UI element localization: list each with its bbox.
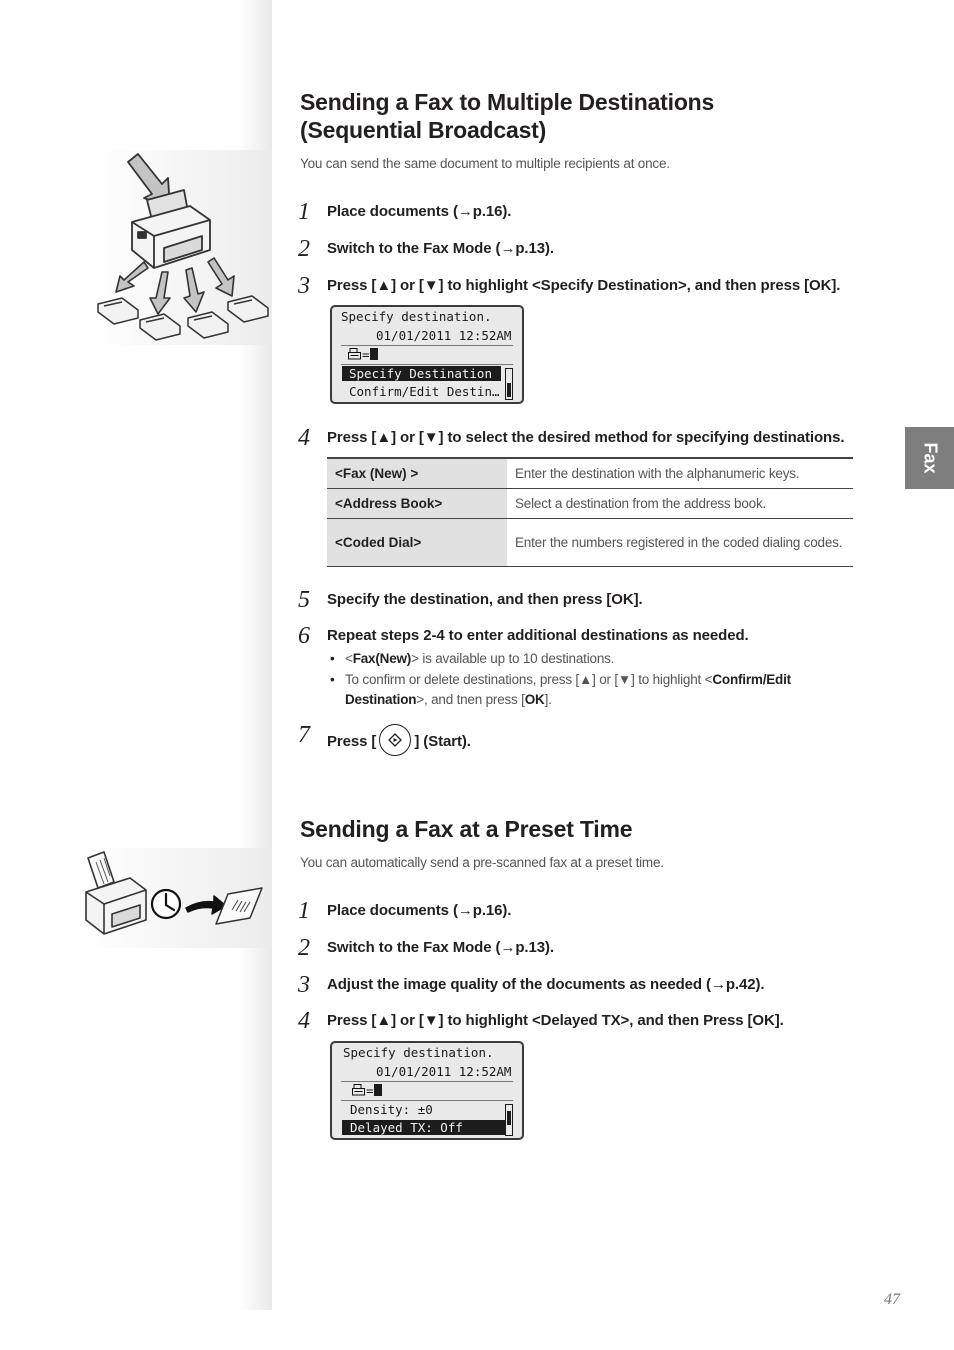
- step-number: 6: [298, 623, 310, 649]
- page-number: 47: [884, 1291, 900, 1308]
- table-key-cell: <Address Book>: [327, 488, 507, 518]
- lcd-line: Specify destination.: [343, 1045, 494, 1060]
- delayed-send-illustration: [82, 848, 272, 948]
- step-text: Specify the destination, and then press [OK].: [327, 591, 643, 608]
- lcd-datetime: 01/01/2011 12:52AM: [376, 328, 512, 343]
- lcd-fax-status: =: [348, 347, 378, 362]
- destination-methods-table: [327, 457, 853, 567]
- arrow-glyph: →: [457, 902, 473, 919]
- table-row: [327, 518, 853, 566]
- section2-intro: You can automatically send a pre-scanned fax at a preset time.: [300, 855, 664, 870]
- lcd-menu-item: Density: ±0: [350, 1102, 433, 1117]
- table-key-cell: <Coded Dial>: [327, 518, 507, 566]
- step-number: 4: [298, 1008, 310, 1034]
- step-text: Press [▲] or [▼] to highlight <Specify Destination>, and then press [OK].: [327, 277, 841, 294]
- section1-title-line2: (Sequential Broadcast): [300, 117, 547, 143]
- lcd-menu-item-selected: Specify Destination: [342, 366, 501, 381]
- table-row: [327, 458, 853, 488]
- cursor-block: [370, 348, 378, 360]
- section2-title: Sending a Fax at a Preset Time: [300, 816, 633, 842]
- step-text: Press [▲] or [▼] to select the desired method for specifying destinations.: [327, 429, 845, 446]
- step-text: Repeat steps 2-4 to enter additional destinations as needed.: [327, 627, 749, 644]
- arrow-glyph: →: [500, 939, 516, 956]
- step-number: 3: [298, 273, 310, 299]
- step-number: 4: [298, 425, 310, 451]
- lcd-display-delayed-tx: [330, 1041, 524, 1140]
- page-reference-link[interactable]: p.16: [472, 203, 503, 220]
- arrow-glyph: →: [457, 203, 473, 220]
- clock-icon: [152, 890, 180, 918]
- lcd-menu-item-selected: Delayed TX: Off: [342, 1120, 506, 1135]
- step-number: 1: [298, 199, 310, 225]
- step-text: Press [▲] or [▼] to highlight <Delayed TX>, and then Press [OK].: [327, 1012, 784, 1029]
- page-reference-link[interactable]: p.42: [725, 976, 756, 993]
- note-bullet: • To confirm or delete destinations, press [▲] or [▼] to highlight <Confirm/Edit Destination>, and tnen press [OK].: [330, 671, 791, 707]
- step-number: 5: [298, 587, 310, 613]
- lcd-scrollbar: [505, 368, 513, 400]
- arrow-glyph: →: [500, 240, 516, 257]
- section1-title: [300, 88, 714, 144]
- broadcast-illustration: [92, 150, 272, 345]
- table-value-cell: Enter the numbers registered in the coded dialing codes.: [507, 518, 853, 566]
- lcd-menu-item: Confirm/Edit Destin…: [349, 384, 500, 399]
- arrow-glyph: →: [710, 976, 726, 993]
- lcd-display-specify-destination: [330, 305, 524, 404]
- step-text: Switch to the Fax Mode (→p.13).: [327, 240, 554, 257]
- page-reference-link[interactable]: p.13: [515, 240, 545, 257]
- table-value-cell: Select a destination from the address book.: [507, 488, 853, 518]
- section1-intro: You can send the same document to multiple recipients at once.: [300, 156, 670, 171]
- step-text: Place documents (→p.16).: [327, 902, 512, 919]
- page-reference-link[interactable]: p.13: [515, 939, 545, 956]
- fax-icon: [352, 1084, 366, 1096]
- step-text: Adjust the image quality of the documents as needed (→p.42).: [327, 976, 765, 993]
- table-key-cell: <Fax (New) >: [327, 458, 507, 488]
- table-row: [327, 488, 853, 518]
- step-text: Press [ ] (Start).: [327, 726, 471, 758]
- fax-icon: [348, 348, 362, 360]
- lcd-fax-status: =: [352, 1083, 382, 1098]
- step-number: 2: [298, 935, 310, 961]
- step-number: 1: [298, 898, 310, 924]
- step-text: Place documents (→p.16).: [327, 203, 512, 220]
- lcd-datetime: 01/01/2011 12:52AM: [376, 1064, 512, 1079]
- step-number: 7: [298, 722, 310, 748]
- lcd-scrollbar: [505, 1104, 513, 1136]
- start-key-icon: [379, 724, 411, 756]
- step-number: 2: [298, 236, 310, 262]
- note-bullet: • <Fax(New)> is available up to 10 destinations.: [330, 651, 615, 666]
- cursor-block: [374, 1084, 382, 1096]
- chapter-tab-fax[interactable]: [905, 427, 954, 489]
- page-reference-link[interactable]: p.16: [472, 902, 503, 919]
- step-6-notes: [330, 649, 850, 711]
- step-text: Switch to the Fax Mode (→p.13).: [327, 939, 554, 956]
- section1-title-line1: Sending a Fax to Multiple Destinations: [300, 89, 715, 115]
- table-value-cell: Enter the destination with the alphanumeric keys.: [507, 458, 853, 488]
- step-number: 3: [298, 972, 310, 998]
- chapter-tab-label: Fax: [920, 442, 940, 474]
- lcd-line: Specify destination.: [341, 309, 492, 324]
